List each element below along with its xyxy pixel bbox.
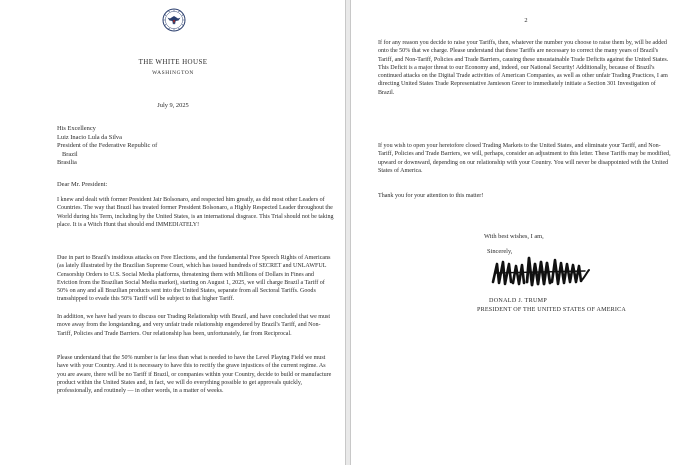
body-paragraph: If for any reason you decide to raise your Tariffs, then, whatever the number you choose to raise them by, will be added onto the 50% that we charge. Please understand that these Tariffs are necessary to correct the many years of Brazil's Tariff, and Non-Tariff, Policies and Trade Barriers, causing these unsustainable Trade Deficits against the United States. This Deficit is a major threat to our Economy and, indeed, our National Security! Additionally, because of Brazil's continued attacks on the Digital Trade activities of American Companies, as well as other unfair Trading Practices, I am directing United States Trade Representative Jamieson Greer to immediately initiate a Section 301 Investigation of Brazil. — [378, 40, 669, 96]
recipient-line: Brasilia — [57, 159, 77, 167]
recipient-line: His Excellency — [57, 125, 96, 132]
recipient-line: Luiz Inacio Lula da Silva — [57, 133, 122, 141]
closing-line: With best wishes, I am, — [484, 233, 544, 240]
recipient-line: President of the Federative Republic of — [57, 142, 158, 150]
salutation: Dear Mr. President: — [57, 181, 108, 188]
presidential-seal-icon — [162, 8, 186, 32]
signer-title: PRESIDENT OF THE UNITED STATES OF AMERICA — [477, 307, 627, 313]
sincerely-line: Sincerely, — [487, 248, 513, 255]
letter-page-2 — [350, 0, 700, 465]
recipient-line: Brazil — [62, 150, 78, 158]
recipient-address — [57, 125, 157, 168]
body-paragraph: In addition, we have had years to discuss our Trading Relationship with Brazil, and have concluded that we must move away from the longstanding, and very unfair trade relationship engendered by Brazil's Tariff, and Non-Tariff, Policies and Trade Barriers. Our relationship has been, unfortunately, far from Reciprocal. — [57, 314, 331, 337]
body-paragraph: Thank you for your attention to this matter! — [378, 193, 484, 199]
handwritten-signature-icon — [489, 252, 593, 292]
letter-date: July 9, 2025 — [157, 102, 189, 109]
letterhead-place: WASHINGTON — [152, 70, 194, 76]
letterhead-title: THE WHITE HOUSE — [138, 58, 208, 66]
signer-name: DONALD J. TRUMP — [489, 298, 548, 304]
body-paragraph: Due in part to Brazil's insidious attacks on Free Elections, and the fundamental Free Speech Rights of Americans (as lately illustrated by the Brazilian Supreme Court, which has issued hundreds of SECRET and UNLAWFUL Censorship Orders to U.S. Social Media platforms, threatening them with Millions of Dollars in Fines and Eviction from the Brazilian Social Media market), starting on August 1, 2025, we will charge Brazil a Tariff of 50% on any and all Brazilian products sent into the United States, separate from all Sectoral Tariffs. Goods transshipped to evade this 50% Tariff will be subject to that higher Tariff. — [57, 255, 331, 303]
body-paragraph: I knew and dealt with former President Jair Bolsonaro, and respected him greatly, as did most other Leaders of Countries. The way that Brazil has treated former President Bolsonaro, a Highly Respected Leader throughout the World during his Term, including by the United States, is an international disgrace. This Trial should not be taking place. It is a Witch Hunt that should end IMMEDIATELY! — [57, 197, 334, 228]
page-number: 2 — [524, 17, 528, 24]
body-paragraph: Please understand that the 50% number is far less than what is needed to have the Level Playing Field we must have with your Country. And it is necessary to have this to rectify the grave injustices of the current regime. As you are aware, there will be no Tariff if Brazil, or companies within your Country, decide to build or manufacture product within the United States and, in fact, we will do everything possible to get approvals quickly, professionally, and routinely — in other words, in a matter of weeks. — [57, 355, 332, 395]
letter-page-1 — [0, 0, 346, 465]
body-paragraph: If you wish to open your heretofore closed Trading Markets to the United States, and eliminate your Tariff, and Non-Tariff, Policies and Trade Barriers, we will, perhaps, consider an adjustment to this letter. These Tariffs may be modified, upward or downward, depending on our relationship with your Country. You will never be disappointed with the United States of America. — [378, 143, 671, 174]
